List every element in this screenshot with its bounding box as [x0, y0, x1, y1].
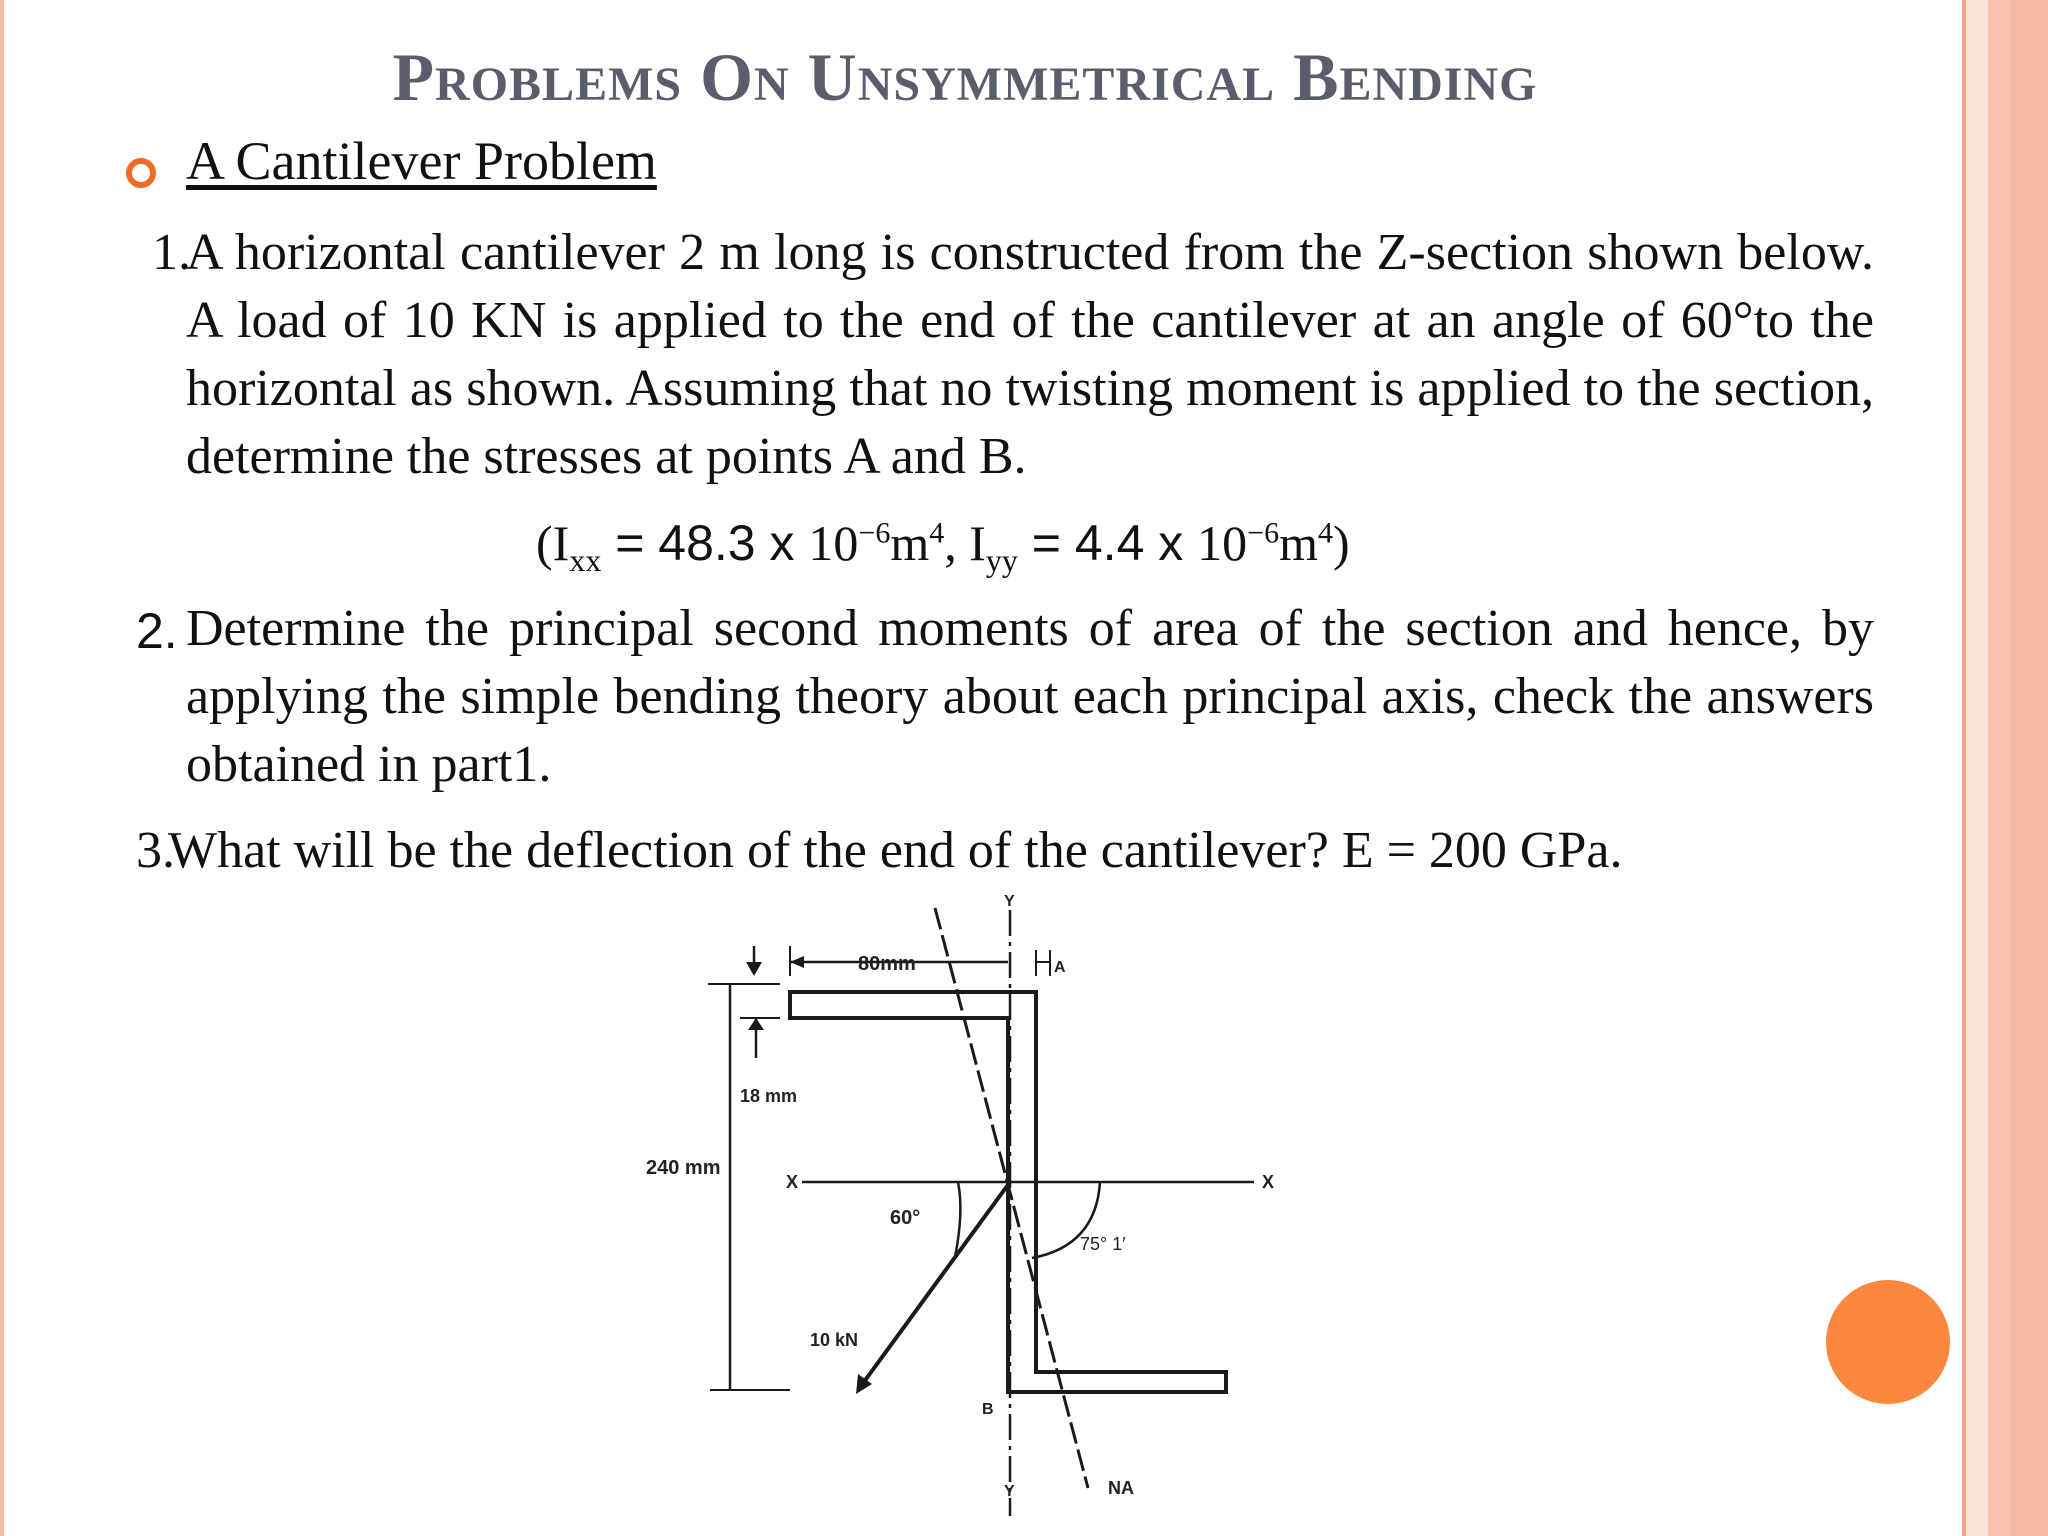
- label-a: A: [1054, 959, 1066, 976]
- slide-title: Problems On Unsymmetrical Bending: [392, 39, 1538, 115]
- label-x-left: X: [786, 1172, 799, 1192]
- problem-2-text: Determine the principal second moments of area of the section and hence, by applying the simple bending theory about each principal axis, check the answers obtained in part1.: [186, 600, 1874, 793]
- formula-ixx-sub: xx: [569, 542, 602, 578]
- formula-ixx-base: 10: [808, 515, 859, 571]
- orange-dot-decoration: [1826, 1280, 1950, 1404]
- formula-iyy-unit: m: [1279, 515, 1318, 571]
- formula-ixx-unit: m: [890, 515, 930, 571]
- formula-sep: , I: [944, 515, 986, 571]
- formula-iyy-exp: −6: [1247, 516, 1280, 550]
- label-flange: 18 mm: [740, 1086, 798, 1106]
- decor-stripe-left: [0, 0, 4, 1536]
- formula-iyy-sub: yy: [985, 542, 1018, 578]
- formula-iyy-base: 10: [1197, 515, 1248, 571]
- problem-1-number: 1.: [152, 224, 191, 281]
- formula-iyy-value: = 4.4 x: [1017, 515, 1198, 571]
- problem-1-text: A horizontal cantilever 2 m long is constructed from the Z-section shown below. A load of 10 KN is applied to the end of the cantilever at an angle of 60°to the horizontal as shown. Assuming that no twisting moment is applied to the section, determine the stresses at points A and B.: [186, 224, 1874, 485]
- formula-close: ): [1333, 515, 1350, 571]
- problem-3-number: 3.: [136, 822, 175, 879]
- label-y-bottom: Y: [1004, 1483, 1015, 1500]
- bullet-ring-icon: [126, 158, 156, 188]
- label-height: 240 mm: [646, 1157, 721, 1179]
- bullet-heading: A Cantilever Problem: [186, 131, 657, 191]
- label-angle-75: 75° 1′: [1080, 1234, 1126, 1254]
- z-section-diagram: [630, 880, 1310, 1516]
- formula-ixx-exp: −6: [858, 516, 891, 550]
- label-neutral-axis: NA: [1108, 1478, 1134, 1498]
- label-y-top: Y: [1004, 893, 1015, 910]
- label-b: B: [982, 1401, 994, 1418]
- problem-3-text: What will be the deflection of the end of the cantilever? E = 200 GPa.: [168, 822, 1623, 879]
- decor-stripe: [1988, 0, 2010, 1536]
- formula-open: (I: [536, 515, 570, 571]
- decor-stripe: [2010, 0, 2048, 1536]
- label-angle-60: 60°: [890, 1207, 921, 1229]
- angle-60-arc: [955, 1182, 960, 1257]
- load-arrow: [858, 1182, 1010, 1390]
- problem-2-number: 2.: [136, 603, 178, 659]
- label-load: 10 kN: [810, 1330, 859, 1350]
- decor-stripe: [1966, 0, 1988, 1536]
- formula-ixx-unit-exp: 4: [929, 516, 945, 550]
- label-x-right: X: [1262, 1172, 1275, 1192]
- formula-ixx-value: = 48.3 x: [601, 515, 809, 571]
- label-width: 80mm: [858, 953, 916, 975]
- neutral-axis-line: [935, 908, 1088, 1488]
- formula-iyy-unit-exp: 4: [1318, 516, 1333, 550]
- moments-formula: [536, 514, 1350, 579]
